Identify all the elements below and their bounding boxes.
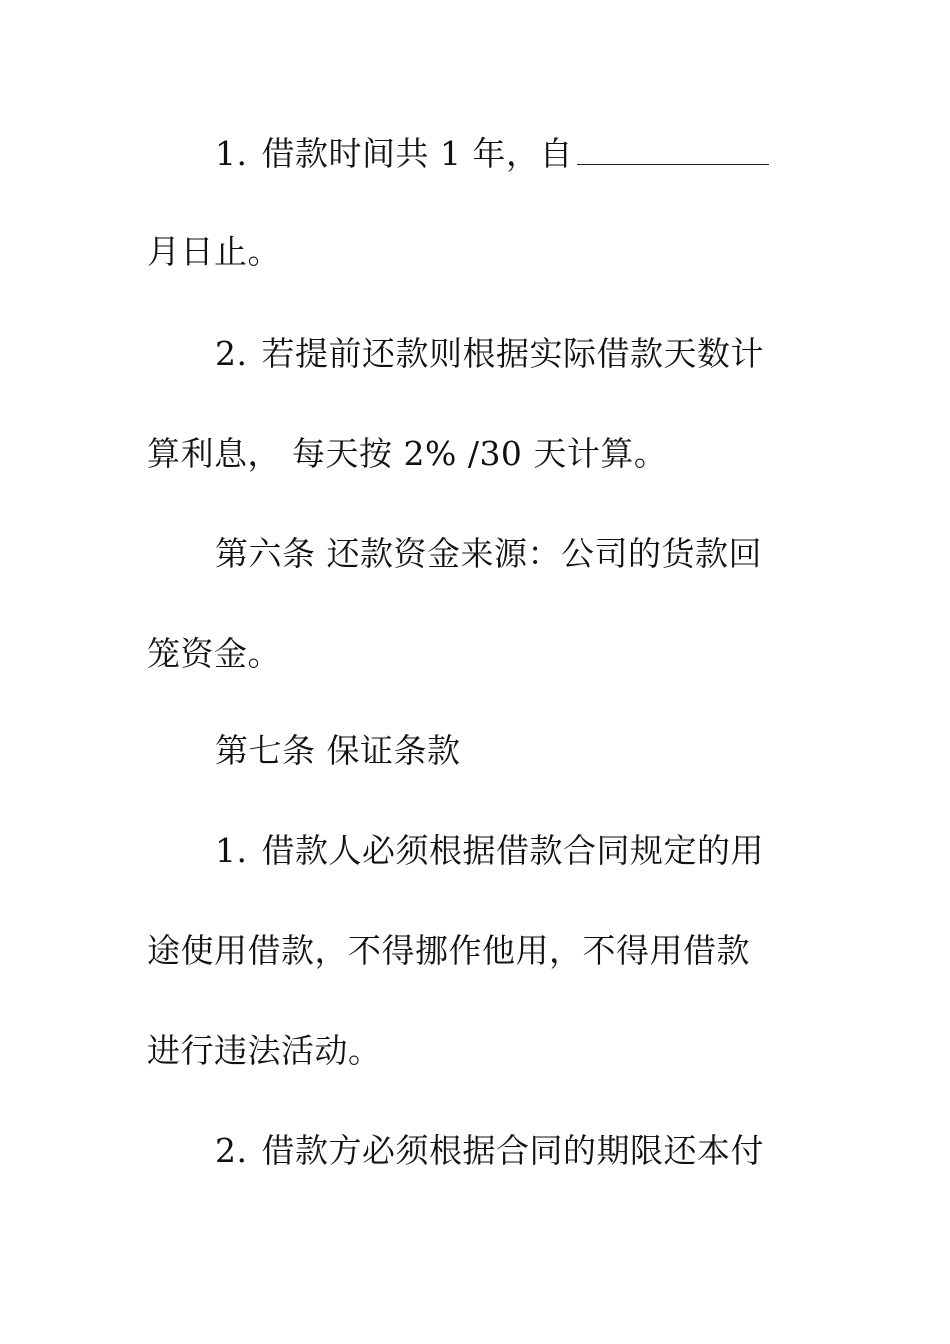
paragraph-text: 第六条 还款资金来源：公司的货款回 xyxy=(215,534,762,573)
clause-item-1-term xyxy=(0,134,950,174)
item-number: 2. xyxy=(215,334,248,373)
paragraph-line xyxy=(0,634,950,674)
paragraph-line xyxy=(0,434,950,474)
paragraph-text: 进行违法活动。 xyxy=(147,1031,382,1070)
item-number: 1. xyxy=(215,134,248,173)
clause-item-1-usage xyxy=(0,831,950,871)
paragraph-text: 借款方必须根据合同的期限还本付 xyxy=(261,1131,764,1170)
paragraph-text: 算利息， 每天按 2% /30 天计算。 xyxy=(147,434,668,473)
paragraph-line xyxy=(0,1031,950,1071)
item-number: 2. xyxy=(215,1131,248,1170)
clause-item-2-repayment xyxy=(0,1131,950,1171)
paragraph-text: 借款人必须根据借款合同规定的用 xyxy=(261,831,764,870)
paragraph-text: 途使用借款，不得挪作他用，不得用借款 xyxy=(147,931,750,970)
paragraph-text: 第七条 保证条款 xyxy=(215,731,461,770)
clause-item-2-early-repayment xyxy=(0,334,950,374)
paragraph-text: 借款时间共 1 年，自 xyxy=(261,134,573,173)
item-number: 1. xyxy=(215,831,248,870)
paragraph-line xyxy=(0,232,950,272)
paragraph-text: 笼资金。 xyxy=(147,634,281,673)
fill-in-blank xyxy=(577,134,769,165)
article-7-heading xyxy=(0,731,950,771)
article-6-heading xyxy=(0,534,950,574)
paragraph-line xyxy=(0,931,950,971)
paragraph-text: 若提前还款则根据实际借款天数计 xyxy=(261,334,764,373)
paragraph-text: 月日止。 xyxy=(147,232,281,271)
